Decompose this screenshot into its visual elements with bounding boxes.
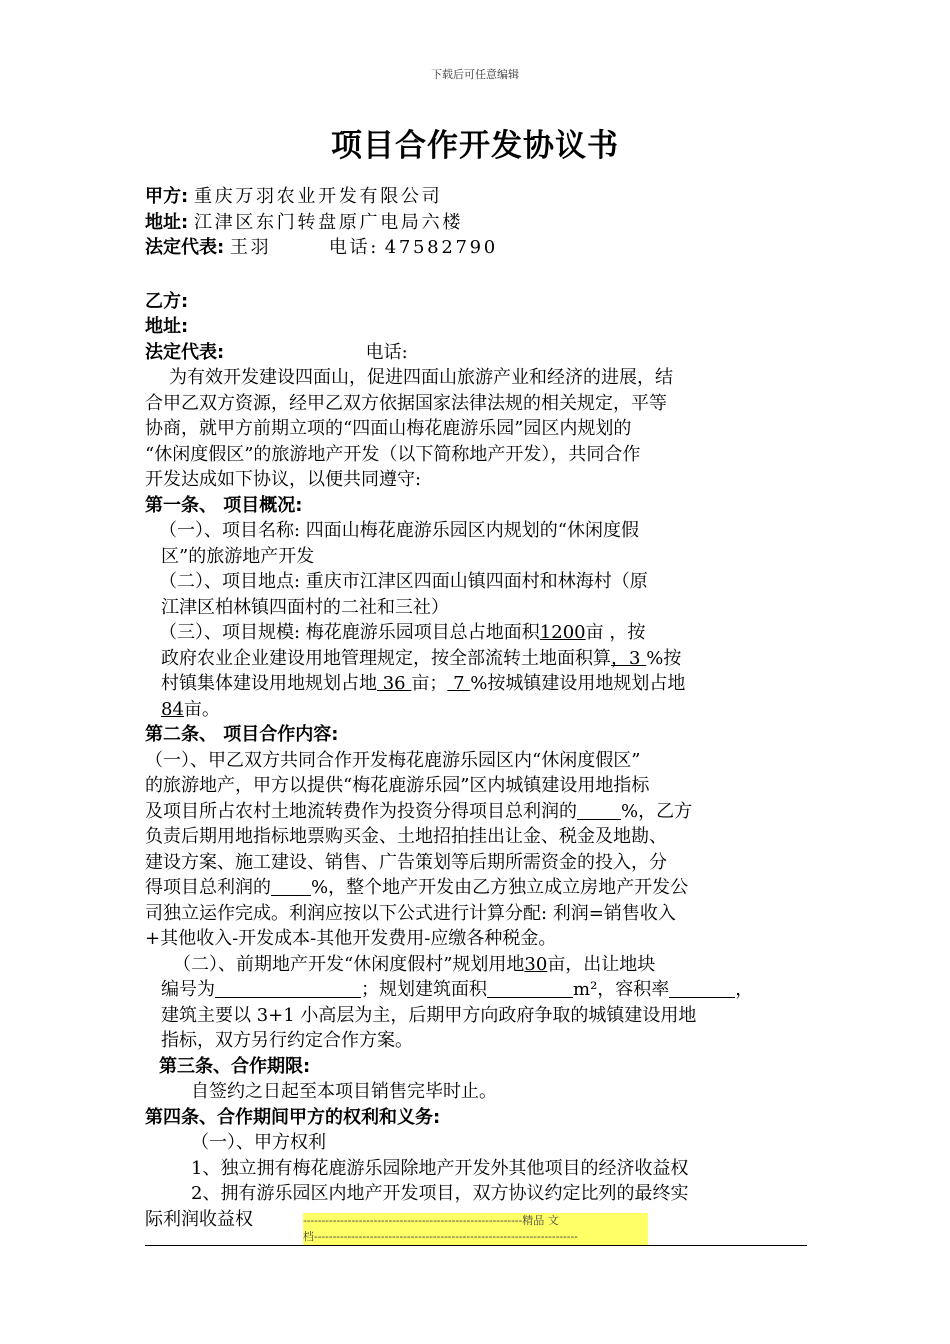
para-text: ， [735,979,754,1000]
article-1-location-line: （二）、项目地点: 重庆市江津区四面山镇四面村和林海村（原 [159,571,648,592]
scale-text: （三）、项目规模: 梅花鹿游乐园项目总占地面积 [159,622,540,643]
scale-text: %按城镇建设用地规划占地 [470,673,686,694]
footer-rule [145,1245,807,1246]
para-text: 编号为 [161,979,215,1000]
para-text: 及项目所占农村土地流转费作为投资分得项目总利润的 [145,800,577,822]
village-percent-value: ，3 [611,647,647,669]
party-a-address-line [145,210,807,236]
article-2-para-line: 负责后期用地指标地票购买金、土地招拍挂出让金、税金及地勘、 [145,826,667,847]
party-b-profit-blank[interactable] [271,877,311,896]
article-2-para2-line: 建筑主要以 3+1 小高层为主，后期甲方向政府争取的城镇建设用地 [161,1004,697,1026]
footer-watermark [303,1213,648,1245]
article-3-text: 自签约之日起至本项目销售完毕时止。 [191,1081,497,1102]
article-1-name-line: （一）、项目名称: 四面山梅花鹿游乐园区内规划的“休闲度假 [159,520,639,541]
article-2-para-line: （一）、甲乙双方共同合作开发梅花鹿游乐园区内“休闲度假区” [145,749,641,771]
town-percent-value: 7 [447,673,471,694]
party-b-phone-label: 电话: [365,341,408,363]
party-a-rep-line [145,235,807,261]
article-2-para-line: 的旅游地产，甲方以提供“梅花鹿游乐园”区内城镇建设用地指标 [145,775,650,796]
para-text: %，乙方 [621,800,693,822]
article-1-name-line: 区”的旅游地产开发 [161,545,315,567]
article-4-subheading: （一）、甲方权利 [191,1132,326,1153]
article-2-para2-line [145,977,807,1003]
party-a-profit-blank[interactable] [577,801,621,820]
intro-line: “休闲度假区”的旅游地产开发（以下简称地产开发），共同合作 [145,443,641,465]
party-b-label: 乙方: [145,290,189,312]
article-4-item-2: 2、拥有游乐园区内地产开发项目，双方协议约定比列的最终实 [191,1183,689,1204]
article-2-para2-line: 指标，双方另行约定合作方案。 [161,1030,413,1051]
town-area-value: 84 [161,698,184,720]
article-4-item-1: 1、独立拥有梅花鹿游乐园除地产开发外其他项目的经济收益权 [191,1157,689,1179]
article-1-heading: 第一条、 项目概况: [145,494,303,516]
party-a-label: 甲方: [145,186,189,207]
article-2-heading: 第二条、 项目合作内容: [145,724,339,745]
intro-line: 合甲乙双方资源，经甲乙双方依据国家法律法规的相关规定，平等 [145,392,667,414]
intro-line: 为有效开发建设四面山，促进四面山旅游产业和经济的进展，结 [169,367,673,388]
scale-text: 政府农业企业建设用地管理规定，按全部流转土地面积算 [161,647,611,669]
article-4-item-2-cont: 际利润收益权 [145,1208,253,1230]
article-2-para-line [145,799,807,825]
scale-text: 亩 ，按 [585,622,646,643]
article-2-para-line: 建设方案、施工建设、销售、广告策划等后期所需资金的投入，分 [145,851,667,873]
building-area-blank[interactable] [487,979,573,998]
party-a-rep-label: 法定代表: [145,237,225,258]
party-b-address-label: 地址: [145,316,189,337]
party-b-rep-label: 法定代表: [145,341,225,363]
intro-line: 开发达成如下协议，以便共同遵守: [145,469,422,490]
footer-line-1: -----------------------------------------------------------精品 文 [303,1214,559,1227]
article-1-scale-line [145,671,807,697]
para-text: 亩，出让地块 [547,953,656,975]
para-text: m²，容积率 [573,979,670,1000]
para-text: （二）、前期地产开发“休闲度假村”规划用地 [173,953,525,975]
footer-line-2: 档----------------------------------------------------------------------- [303,1230,578,1243]
para-text: ；规划建筑面积 [361,979,487,1000]
article-1-scale-line [145,646,807,672]
party-a-phone: 47582790 [384,237,498,258]
party-a-address-label: 地址: [145,211,189,233]
party-a-rep: 王羽 [229,237,272,258]
article-2-para-line [145,875,807,901]
total-area-value: 1200 [539,622,586,643]
article-1-location-line: 江津区柏林镇四面村的二社和三社） [161,596,449,618]
article-2-para-line: +其他收入-开发成本-其他开发费用-应缴各种税金。 [145,928,557,949]
article-3-heading: 第三条、合作期限: [159,1055,311,1077]
party-a-line [145,184,807,210]
party-a-name: 重庆万羽农业开发有限公司 [193,186,443,207]
article-2-para2-line [145,952,807,978]
party-b-rep-line [145,340,807,366]
party-a-phone-label: 电话: [328,237,379,258]
article-4-heading: 第四条、合作期间甲方的权利和义务: [145,1106,441,1128]
village-area-value: 36 [377,673,412,694]
page-header-note: 下载后可任意编辑 [431,68,519,81]
para-text: %，整个地产开发由乙方独立成立房地产开发公 [311,877,689,898]
party-a-address: 江津区东门转盘原广电局六楼 [193,211,464,233]
intro-line: 协商，就甲方前期立项的“四面山梅花鹿游乐园”园区内规划的 [145,418,632,439]
document-body [145,184,807,1232]
document-title: 项目合作开发协议书 [331,128,619,164]
scale-text: %按 [646,647,682,669]
plot-ratio-blank[interactable] [669,979,735,998]
scale-text: 亩； [411,673,448,694]
plot-number-blank[interactable] [215,979,361,998]
scale-text: 亩。 [183,698,220,720]
article-2-para-line: 司独立运作完成。利润应按以下公式进行计算分配: 利润=销售收入 [145,902,676,924]
resort-area-value: 30 [524,953,548,975]
article-1-scale-line [145,697,807,723]
scale-text: 村镇集体建设用地规划占地 [161,673,377,694]
para-text: 得项目总利润的 [145,877,271,898]
article-1-scale-line [145,620,807,646]
